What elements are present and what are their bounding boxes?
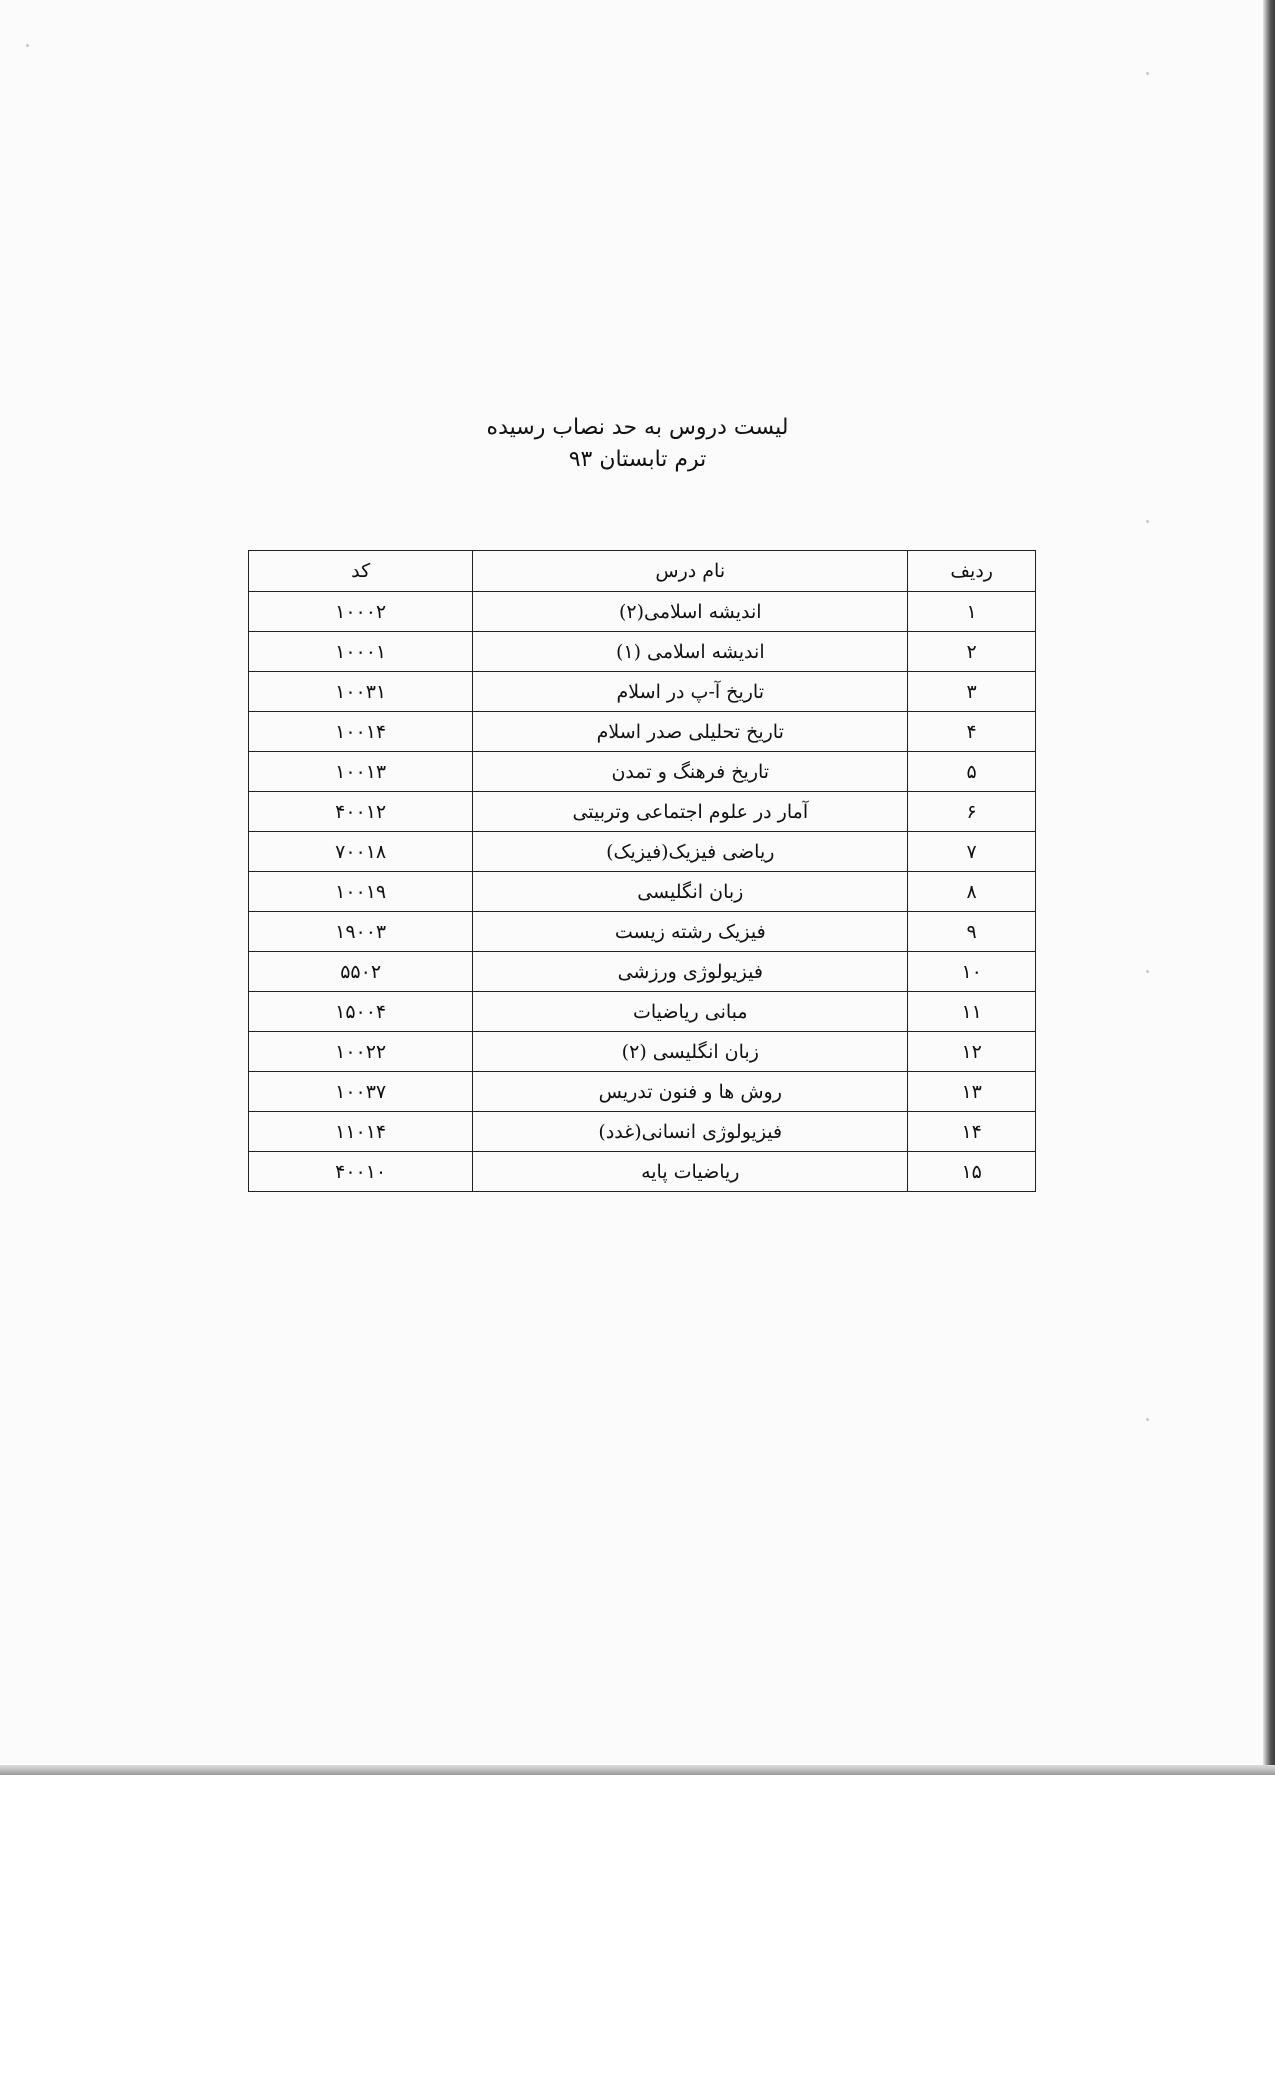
scan-speck xyxy=(1146,72,1149,75)
table-row xyxy=(249,712,1036,752)
table-header-row xyxy=(249,551,1036,592)
course-code: ۱۰۰۰۱ xyxy=(249,632,473,672)
table-row xyxy=(249,592,1036,632)
table-row xyxy=(249,912,1036,952)
course-name: آمار در علوم اجتماعی وتربیتی xyxy=(473,792,908,832)
course-name: فیزیولوژی انسانی(غدد) xyxy=(473,1112,908,1152)
table-row xyxy=(249,832,1036,872)
table-row xyxy=(249,1112,1036,1152)
course-code: ۱۰۰۲۲ xyxy=(249,1032,473,1072)
course-name: فیزیک رشته زیست xyxy=(473,912,908,952)
course-code: ۱۰۰۳۷ xyxy=(249,1072,473,1112)
course-name: روش ها و فنون تدریس xyxy=(473,1072,908,1112)
row-number: ۵ xyxy=(908,752,1036,792)
course-name: تاریخ فرهنگ و تمدن xyxy=(473,752,908,792)
course-name: اندیشه اسلامی (۱) xyxy=(473,632,908,672)
scan-edge-shadow xyxy=(1263,0,1275,1775)
row-number: ۱۴ xyxy=(908,1112,1036,1152)
course-code: ۴۰۰۱۲ xyxy=(249,792,473,832)
row-number: ۶ xyxy=(908,792,1036,832)
course-name: مبانی ریاضیات xyxy=(473,992,908,1032)
row-number: ۷ xyxy=(908,832,1036,872)
course-code: ۱۰۰۳۱ xyxy=(249,672,473,712)
document-heading xyxy=(0,412,1275,476)
course-code: ۱۵۰۰۴ xyxy=(249,992,473,1032)
row-number: ۴ xyxy=(908,712,1036,752)
table-row xyxy=(249,992,1036,1032)
table-row xyxy=(249,952,1036,992)
row-number: ۱۳ xyxy=(908,1072,1036,1112)
row-number: ۹ xyxy=(908,912,1036,952)
row-number: ۳ xyxy=(908,672,1036,712)
course-name: تاریخ آ-پ در اسلام xyxy=(473,672,908,712)
table-row xyxy=(249,752,1036,792)
course-name: فیزیولوژی ورزشی xyxy=(473,952,908,992)
row-number: ۱۱ xyxy=(908,992,1036,1032)
course-name: ریاضی فیزیک(فیزیک) xyxy=(473,832,908,872)
scan-speck xyxy=(1146,520,1149,523)
course-code: ۷۰۰۱۸ xyxy=(249,832,473,872)
courses-table xyxy=(248,550,1036,1192)
course-name: تاریخ تحلیلی صدر اسلام xyxy=(473,712,908,752)
scan-speck xyxy=(1146,1418,1149,1421)
row-number: ۱۰ xyxy=(908,952,1036,992)
course-name: ریاضیات پایه xyxy=(473,1152,908,1192)
course-code: ۱۱۰۱۴ xyxy=(249,1112,473,1152)
table-row xyxy=(249,1032,1036,1072)
page-subtitle: ترم تابستان ۹۳ xyxy=(568,447,707,472)
table-row xyxy=(249,632,1036,672)
row-number: ۱ xyxy=(908,592,1036,632)
table-row xyxy=(249,1072,1036,1112)
course-name: زبان انگلیسی (۲) xyxy=(473,1032,908,1072)
course-name: اندیشه اسلامی(۲) xyxy=(473,592,908,632)
course-code: ۱۹۰۰۳ xyxy=(249,912,473,952)
course-code: ۱۰۰۱۹ xyxy=(249,872,473,912)
table-row xyxy=(249,792,1036,832)
table-row xyxy=(249,1152,1036,1192)
scan-speck xyxy=(26,44,29,47)
course-code: ۴۰۰۱۰ xyxy=(249,1152,473,1192)
course-code: ۱۰۰۱۴ xyxy=(249,712,473,752)
course-code: ۵۵۰۲ xyxy=(249,952,473,992)
scan-speck xyxy=(1146,970,1149,973)
header-course-name: نام درس xyxy=(473,551,908,592)
course-name: زبان انگلیسی xyxy=(473,872,908,912)
table-row xyxy=(249,872,1036,912)
row-number: ۱۵ xyxy=(908,1152,1036,1192)
header-row-number: ردیف xyxy=(908,551,1036,592)
header-course-code: کد xyxy=(249,551,473,592)
page-title: لیست دروس به حد نصاب رسیده xyxy=(486,415,789,440)
course-code: ۱۰۰۰۲ xyxy=(249,592,473,632)
table-row xyxy=(249,672,1036,712)
scan-edge-bottom xyxy=(0,1765,1275,1775)
row-number: ۸ xyxy=(908,872,1036,912)
row-number: ۲ xyxy=(908,632,1036,672)
course-code: ۱۰۰۱۳ xyxy=(249,752,473,792)
row-number: ۱۲ xyxy=(908,1032,1036,1072)
